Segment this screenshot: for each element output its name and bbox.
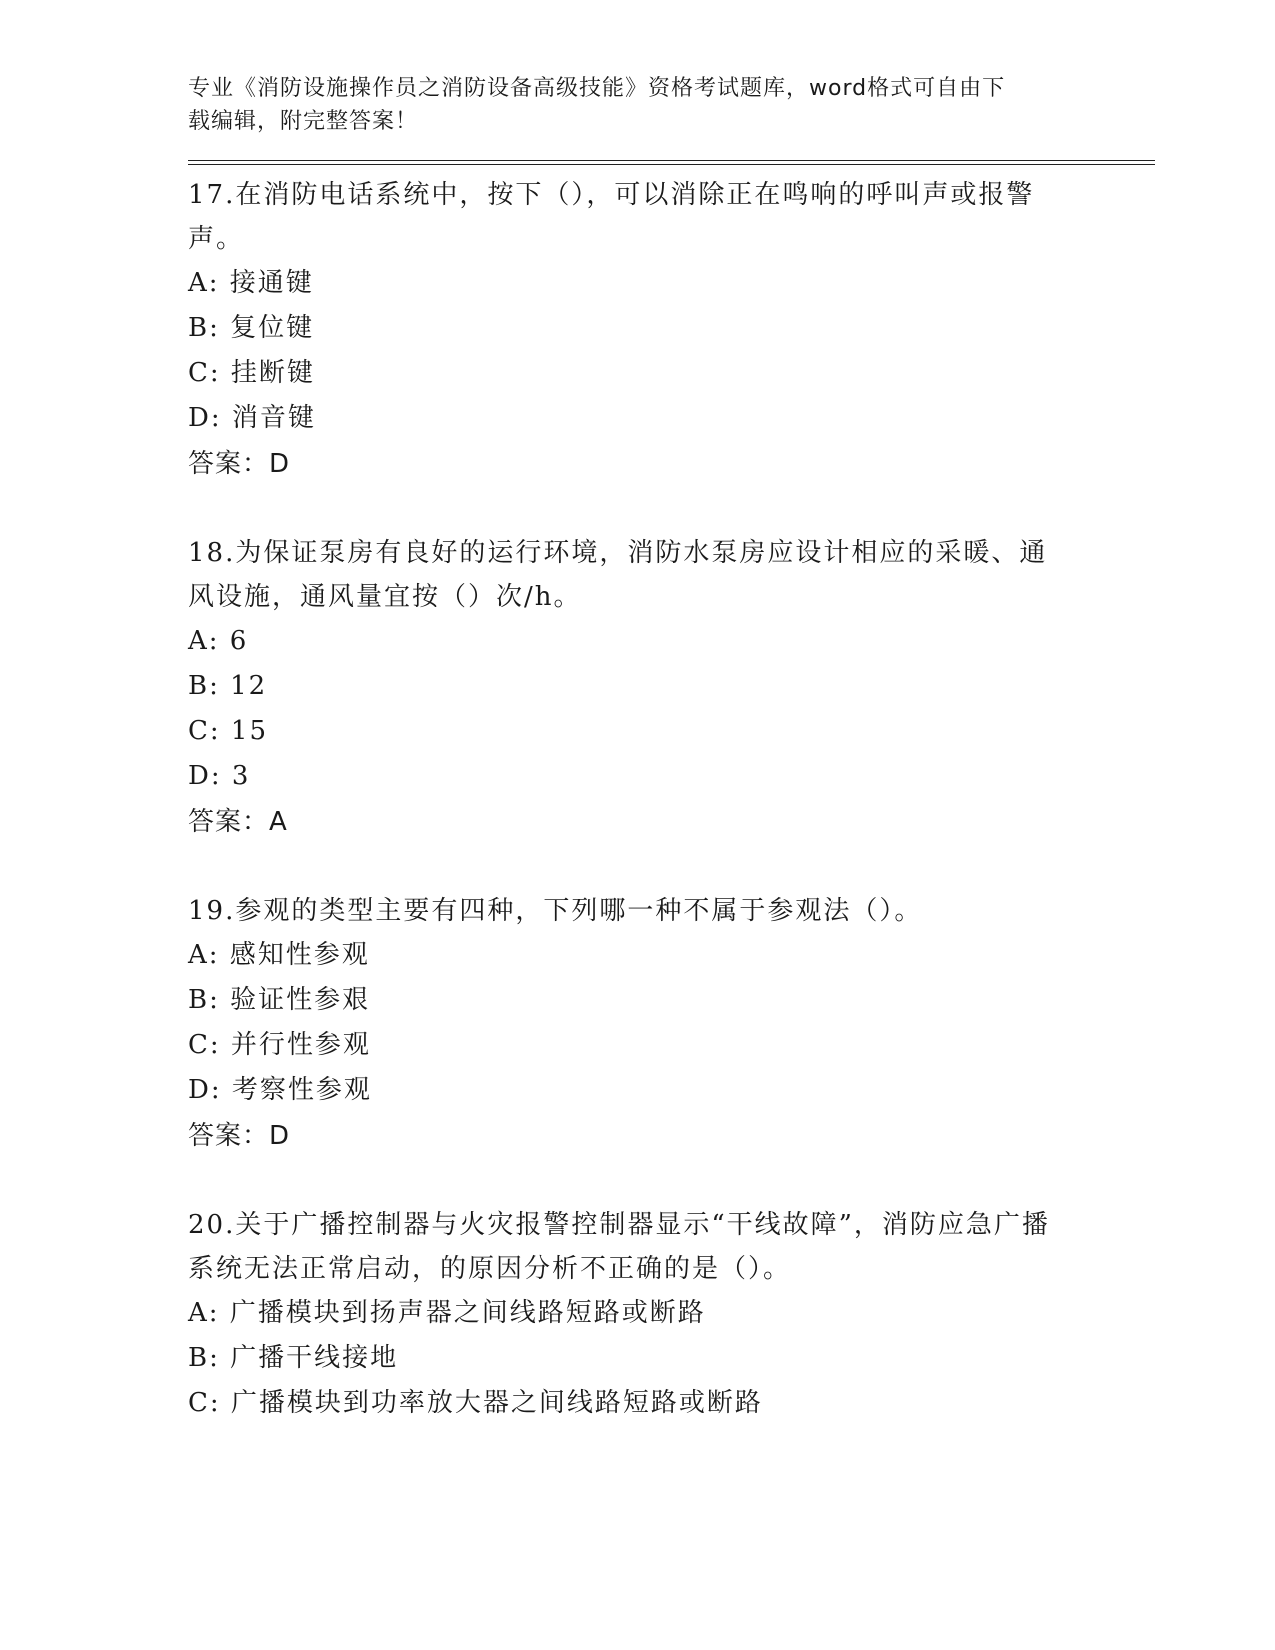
header-line-2: 载编辑，附完整答案！ [188,109,419,134]
document-header [188,72,1068,138]
option-b: B: 广播干线接地 [188,1343,399,1373]
answer: 答案：D [188,449,291,479]
question-17 [188,173,1148,487]
question-text: 19.参观的类型主要有四种，下列哪一种不属于参观法（）。 [188,896,923,926]
option-d: D: 考察性参观 [188,1075,372,1105]
option-b: B: 复位键 [188,313,315,343]
option-a: A: 感知性参观 [188,940,370,970]
question-text: 18.为保证泵房有良好的运行环境，消防水泵房应设计相应的采暖、通风设施，通风量宜按（）次/h。 [188,538,1048,612]
question-20 [188,1203,1148,1426]
answer: 答案：D [188,1121,291,1151]
question-18 [188,531,1148,845]
option-a: A: 广播模块到扬声器之间线路短路或断路 [188,1298,706,1328]
option-a: A: 6 [188,626,249,656]
question-text: 20.关于广播控制器与火灾报警控制器显示“干线故障”，消防应急广播系统无法正常启动，的原因分析不正确的是（）。 [188,1210,1050,1284]
document-page [188,72,1148,1426]
option-c: C: 广播模块到功率放大器之间线路短路或断路 [188,1388,763,1418]
question-text: 17.在消防电话系统中，按下（），可以消除正在鸣响的呼叫声或报警声。 [188,180,1035,254]
option-d: D: 消音键 [188,403,316,433]
option-d: D: 3 [188,761,251,791]
header-line-1: 专业《消防设施操作员之消防设备高级技能》资格考试题库，word格式可自由下 [188,76,1006,101]
option-b: B: 12 [188,671,268,701]
answer: 答案：A [188,807,288,837]
question-gap [188,1159,1148,1203]
question-gap [188,487,1148,531]
option-c: C: 15 [188,716,269,746]
question-gap [188,845,1148,889]
option-c: C: 并行性参观 [188,1030,371,1060]
option-b: B: 验证性参艰 [188,985,371,1015]
question-19 [188,889,1148,1159]
option-c: C: 挂断键 [188,358,315,388]
option-a: A: 接通键 [188,268,314,298]
